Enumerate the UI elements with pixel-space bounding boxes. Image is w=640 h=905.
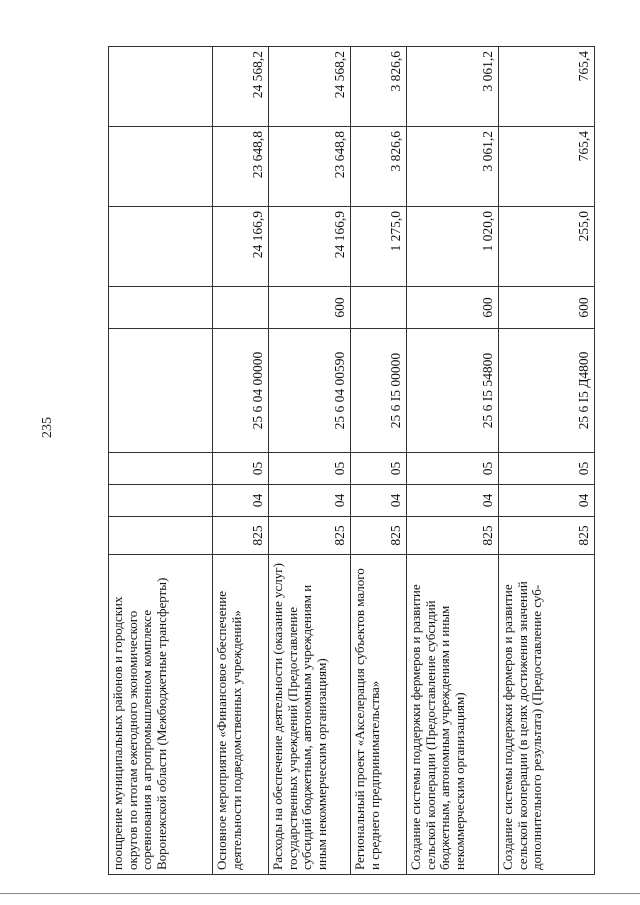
cell-value-2: 23 648,8: [269, 127, 351, 207]
page-bottom-rule: [0, 893, 640, 894]
row-name: Расходы на обеспечение деятельности (оказание услуг) государственных учреждений (Предоставление субсидий бюджетным, автономным учреждениям и иным некоммерческим организациям): [269, 555, 351, 875]
row-name: Основное мероприятие «Финансовое обеспечение деятельности подведомственных учреждений»: [213, 555, 269, 875]
cell-grbs: 825: [213, 517, 269, 555]
cell-value-3: 3 061,2: [407, 47, 499, 127]
row-name: поощрение муниципальных районов и городских округов по итогам ежегодного экономического соревнования в агропромышленном комплексе Воронежской области (Межбюджетные трансферты): [109, 555, 213, 875]
cell-value-2: 23 648,8: [213, 127, 269, 207]
cell-rz: [109, 485, 213, 517]
cell-value-1: 1 020,0: [407, 207, 499, 287]
cell-value-1: 255,0: [499, 207, 595, 287]
cell-cs: 25 6 I5 Д4800: [499, 329, 595, 453]
cell-rz: 04: [351, 485, 407, 517]
cell-pr: 05: [269, 453, 351, 485]
cell-pr: 05: [499, 453, 595, 485]
cell-cs: 25 6 04 00590: [269, 329, 351, 453]
row-name: Создание системы поддержки фермеров и развитие сельской кооперации (в целях достижения значений дополнительного результата) (Предоставление суб-: [499, 555, 595, 875]
table-row: [213, 47, 269, 875]
table-row: [499, 47, 595, 875]
cell-value-2: 765,4: [499, 127, 595, 207]
cell-value-3: [109, 47, 213, 127]
table-row: [407, 47, 499, 875]
cell-pr: 05: [407, 453, 499, 485]
cell-grbs: 825: [351, 517, 407, 555]
cell-value-2: 3 826,6: [351, 127, 407, 207]
cell-value-1: 1 275,0: [351, 207, 407, 287]
cell-cs: 25 6 04 00000: [213, 329, 269, 453]
cell-value-3: 765,4: [499, 47, 595, 127]
cell-value-1: [109, 207, 213, 287]
cell-value-2: 3 061,2: [407, 127, 499, 207]
cell-vr: 600: [407, 287, 499, 329]
row-name: Создание системы поддержки фермеров и развитие сельской кооперации (Предоставление субсидий бюджетным, автономным учреждениям и иным некоммерческим организациям): [407, 555, 499, 875]
cell-rz: 04: [499, 485, 595, 517]
cell-vr: 600: [269, 287, 351, 329]
cell-grbs: 825: [499, 517, 595, 555]
table-row: [351, 47, 407, 875]
cell-rz: 04: [269, 485, 351, 517]
page-number: 235: [40, 417, 55, 438]
cell-grbs: [109, 517, 213, 555]
cell-vr: [351, 287, 407, 329]
cell-cs: [109, 329, 213, 453]
cell-pr: 05: [351, 453, 407, 485]
cell-pr: [109, 453, 213, 485]
cell-value-2: [109, 127, 213, 207]
cell-pr: 05: [213, 453, 269, 485]
cell-value-1: 24 166,9: [213, 207, 269, 287]
row-name: Региональный проект «Акселерация субъектов малого и среднего предпринимательства»: [351, 555, 407, 875]
cell-cs: 25 6 I5 54800: [407, 329, 499, 453]
cell-value-3: 24 568,2: [213, 47, 269, 127]
cell-value-3: 3 826,6: [351, 47, 407, 127]
cell-grbs: 825: [407, 517, 499, 555]
table-row: [269, 47, 351, 875]
budget-table: [108, 46, 595, 875]
cell-vr: 600: [499, 287, 595, 329]
cell-cs: 25 6 I5 00000: [351, 329, 407, 453]
cell-value-1: 24 166,9: [269, 207, 351, 287]
table-row: [109, 47, 213, 875]
cell-vr: [213, 287, 269, 329]
cell-grbs: 825: [269, 517, 351, 555]
cell-rz: 04: [213, 485, 269, 517]
cell-rz: 04: [407, 485, 499, 517]
cell-vr: [109, 287, 213, 329]
rotated-table-container: [108, 47, 594, 875]
cell-value-3: 24 568,2: [269, 47, 351, 127]
